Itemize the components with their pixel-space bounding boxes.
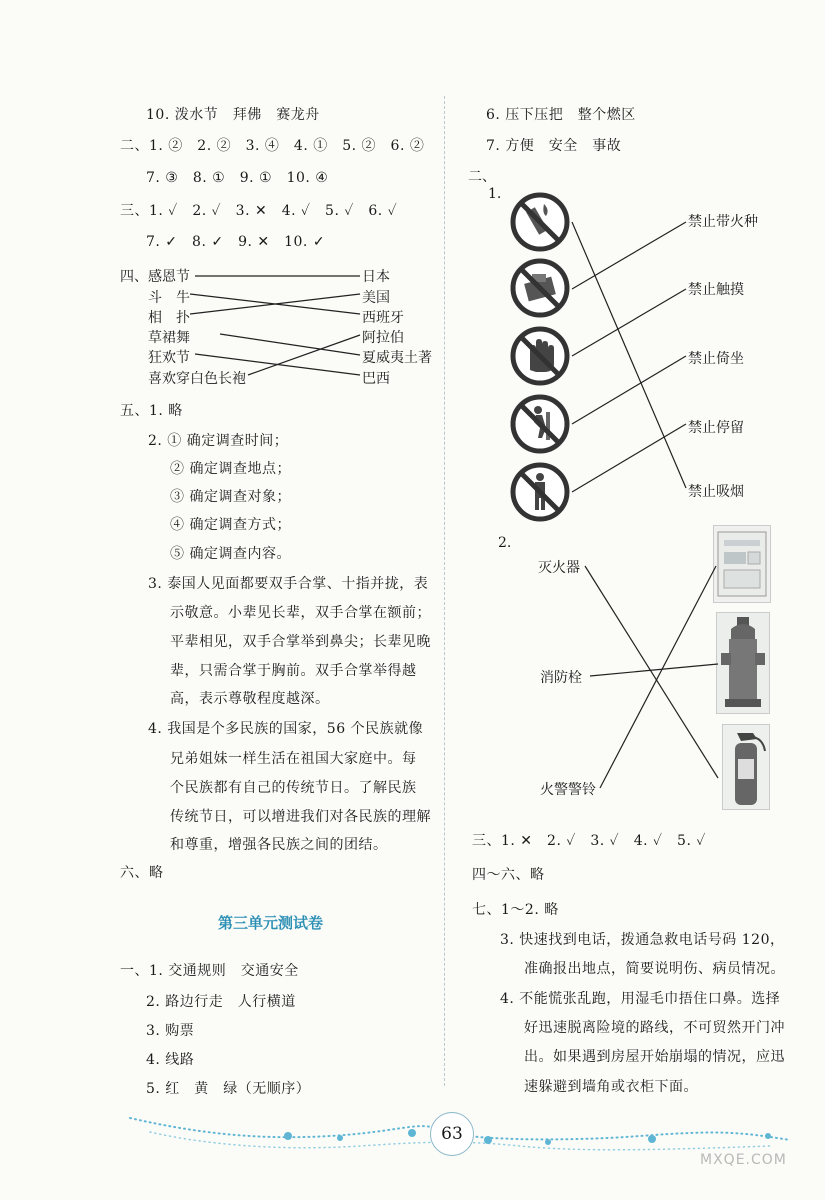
answer-line: 7. ✓ 8. ✓ 9. ✕ 10. ✓ <box>146 234 326 250</box>
answer-line: 2. ① 确定调查时间； <box>148 433 289 449</box>
answer-line: 2. 路边行走 人行横道 <box>146 994 296 1010</box>
answer-line: 准确报出地点，简要说明伤、病员情况。 <box>524 961 785 977</box>
equipment-label: 消防栓 <box>540 670 582 686</box>
match-left-item: 草裙舞 <box>148 330 190 346</box>
answer-line: 平辈相见，双手合掌举到鼻尖；长辈见晚 <box>170 634 431 650</box>
answer-line: 4. 线路 <box>146 1052 195 1068</box>
sign-label: 禁止吸烟 <box>688 484 744 500</box>
match-right-item: 阿拉伯 <box>362 330 404 346</box>
sign-label: 禁止停留 <box>688 420 744 436</box>
match-right-item: 美国 <box>362 290 390 306</box>
match-right-item: 夏威夷土著 <box>362 350 432 366</box>
answer-line: 出。如果遇到房屋开始崩塌的情况，应迅 <box>524 1049 785 1065</box>
answer-line: 速躲避到墙角或衣柜下面。 <box>524 1079 698 1095</box>
question-label: 2. <box>498 535 512 551</box>
match-left-item: 狂欢节 <box>148 350 190 366</box>
match-right-item: 巴西 <box>362 371 390 387</box>
answer-line: 4. 我国是个多民族的国家，56 个民族就像 <box>148 721 424 737</box>
answer-line: 六、略 <box>120 865 164 881</box>
answer-line: 高，表示尊敬程度越深。 <box>170 691 330 707</box>
answer-line: 一、1. 交通规则 交通安全 <box>120 963 299 979</box>
answer-line: 3. 快速找到电话，拨通急救电话号码 120， <box>500 932 785 948</box>
answer-line: 二、1. ② 2. ② 3. ④ 4. ① 5. ② 6. ② <box>120 138 425 154</box>
answer-line: 3. 购票 <box>146 1023 195 1039</box>
equipment-label: 火警警铃 <box>540 782 596 798</box>
match-left-item: 斗 牛 <box>148 290 190 306</box>
question-label: 1. <box>488 186 502 202</box>
watermark: MXQE.COM <box>700 1152 787 1168</box>
answer-line: 3. 泰国人见面都要双手合掌、十指并拢，表 <box>148 576 429 592</box>
match-left-item: 喜欢穿白色长袍 <box>148 371 246 387</box>
answer-line: 传统节日，可以增进我们对各民族的理解 <box>170 809 431 825</box>
answer-line: 个民族都有自己的传统节日。了解民族 <box>170 780 417 796</box>
answer-line: ② 确定调查地点； <box>170 461 291 477</box>
match-left-item: 相 扑 <box>148 310 190 326</box>
answer-line: 四～六、略 <box>472 867 545 883</box>
answer-line: 好迅速脱离险境的路线，不可贸然开门冲 <box>524 1020 785 1036</box>
answer-line: 三、1. ✕ 2. ✓ 3. ✓ 4. ✓ 5. ✓ <box>472 833 706 849</box>
answer-line: 兄弟姐妹一样生活在祖国大家庭中。每 <box>170 751 417 767</box>
answer-line: 10. 泼水节 拜佛 赛龙舟 <box>146 107 320 123</box>
answer-line: 辈，只需合掌于胸前。双手合掌举得越 <box>170 663 417 679</box>
section-label: 四、 <box>120 269 148 285</box>
sign-label: 禁止触摸 <box>688 282 744 298</box>
answer-line: 4. 不能慌张乱跑，用湿毛巾捂住口鼻。选择 <box>500 991 781 1007</box>
sign-label: 禁止倚坐 <box>688 351 744 367</box>
answer-line: 5. 红 黄 绿（无顺序） <box>146 1081 311 1097</box>
answer-line: 三、1. ✓ 2. ✓ 3. ✕ 4. ✓ 5. ✓ 6. ✓ <box>120 203 398 219</box>
answer-line: ③ 确定调查对象； <box>170 489 291 505</box>
answer-line: 五、1. 略 <box>120 403 183 419</box>
answer-line: 和尊重，增强各民族之间的团结。 <box>170 837 388 853</box>
equipment-label: 灭火器 <box>538 560 580 576</box>
match-right-item: 西班牙 <box>362 310 404 326</box>
answer-line: 七、1～2. 略 <box>472 902 559 918</box>
match-left-item: 感恩节 <box>148 269 190 285</box>
match-right-item: 日本 <box>362 269 390 285</box>
answer-line: 6. 压下压把 整个燃区 <box>486 107 636 123</box>
sign-label: 禁止带火种 <box>688 214 758 230</box>
page-number: 63 <box>430 1112 474 1156</box>
section-label: 二、 <box>468 169 496 185</box>
answer-line: 示敬意。小辈见长辈，双手合掌在额前； <box>170 605 431 621</box>
answer-line: ④ 确定调查方式； <box>170 517 291 533</box>
unit-title: 第三单元测试卷 <box>218 914 324 932</box>
answer-line: ⑤ 确定调查内容。 <box>170 546 291 562</box>
answer-line: 7. ③ 8. ① 9. ① 10. ④ <box>146 170 329 186</box>
answer-line: 7. 方便 安全 事故 <box>486 138 622 154</box>
